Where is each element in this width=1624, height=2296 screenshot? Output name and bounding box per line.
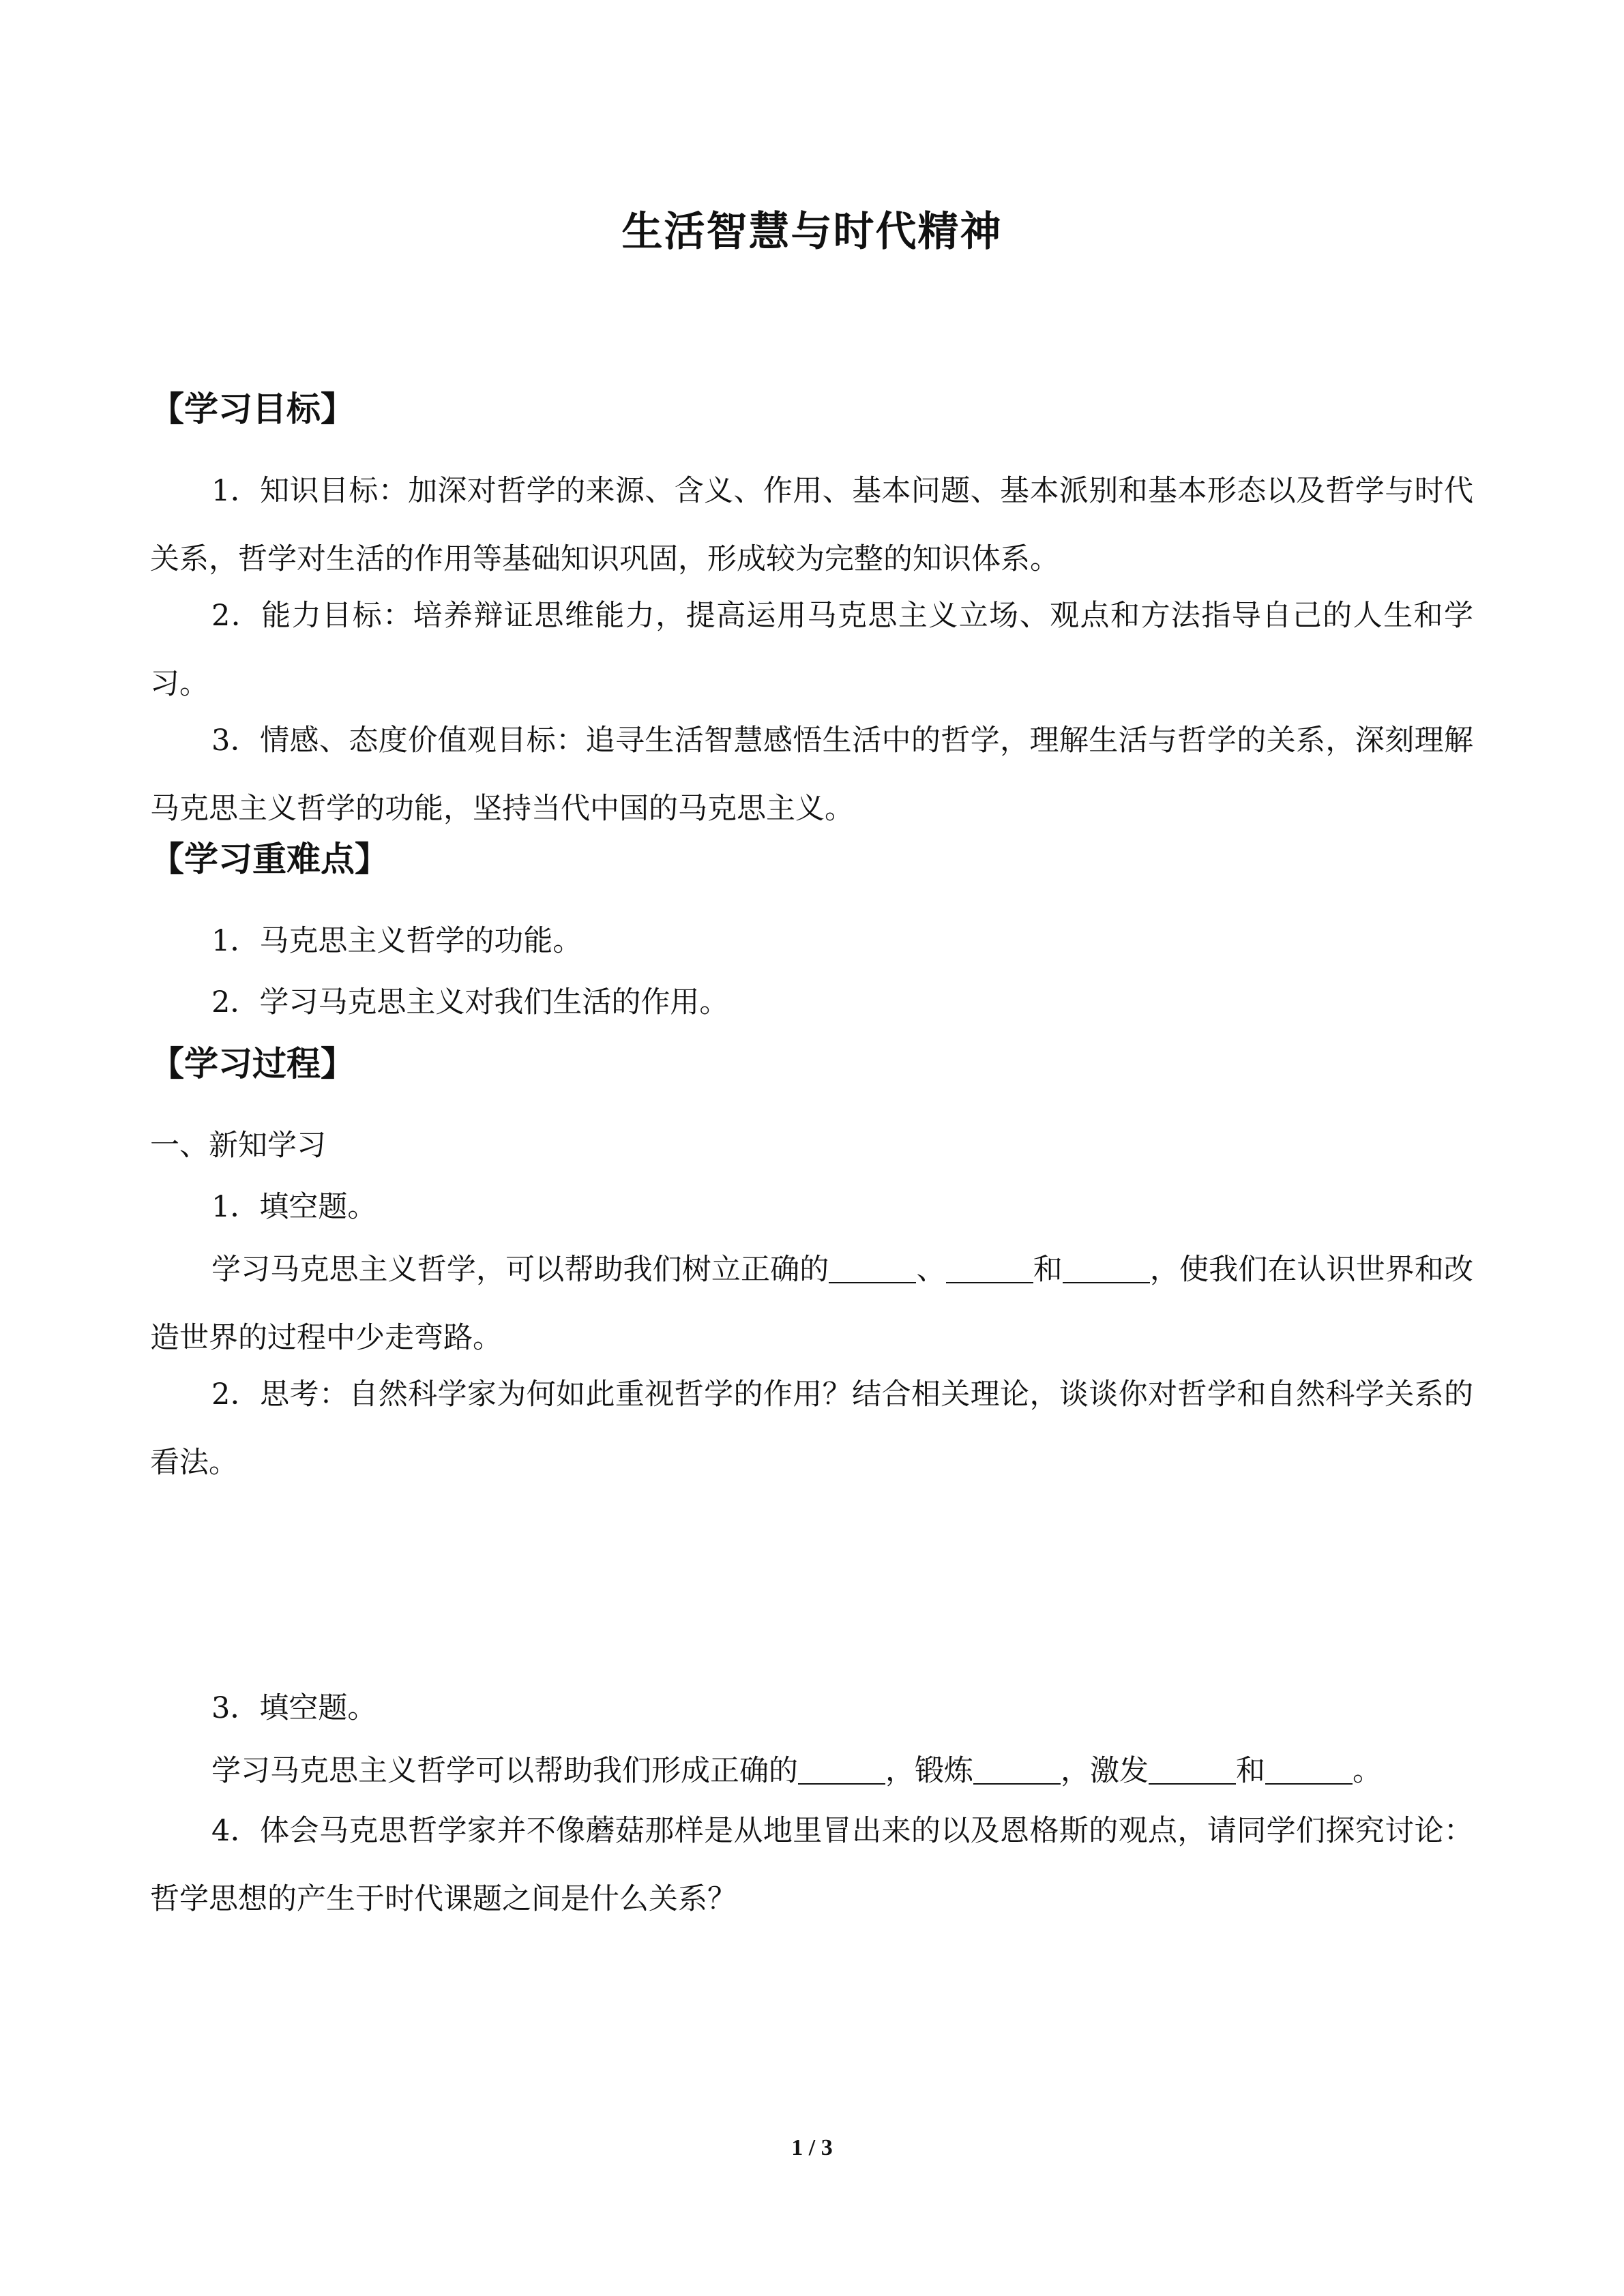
goal-item-attitude: 3．情感、态度价值观目标：追寻生活智慧感悟生活中的哲学，理解生活与哲学的关系，深刻理解马克思主义哲学的功能，坚持当代中国的马克思主义。 <box>150 724 1473 826</box>
question-3-fill-in <box>150 1737 1473 1805</box>
question-2: 2．思考：自然科学家为何如此重视哲学的作用？结合相关理论，谈谈你对哲学和自然科学关系的看法。 <box>150 1377 1473 1480</box>
subsection-heading-new-knowledge: 一、新知学习 <box>150 1129 326 1163</box>
question-4: 4．体会马克思哲学家并不像蘑菇那样是从地里冒出来的以及恩格斯的观点，请同学们探究讨论：哲学思想的产生于时代课题之间是什么关系？ <box>150 1814 1473 1916</box>
answer-blank[interactable] <box>1063 1252 1150 1283</box>
question-3-text: ，激发 <box>1061 1754 1149 1788</box>
answer-blank[interactable] <box>829 1252 916 1283</box>
question-1-text: 、 <box>916 1253 946 1287</box>
answer-blank[interactable] <box>946 1252 1033 1283</box>
question-1-text: 学习马克思主义哲学，可以帮助我们树立正确的 <box>211 1253 829 1287</box>
question-3-text: 和 <box>1236 1754 1265 1788</box>
answer-blank[interactable] <box>1265 1753 1353 1785</box>
key-point-item: 2．学习马克思主义对我们生活的作用。 <box>211 985 729 1019</box>
question-1-fill-in <box>150 1236 1473 1372</box>
question-3-text: ，锻炼 <box>885 1754 973 1788</box>
answer-blank[interactable] <box>973 1753 1061 1785</box>
section-heading-key-points: 【学习重难点】 <box>150 839 389 879</box>
answer-blank[interactable] <box>798 1753 885 1785</box>
goal-item-ability: 2．能力目标：培养辩证思维能力，提高运用马克思主义立场、观点和方法指导自己的人生和学习。 <box>150 599 1473 701</box>
question-1-text: 和 <box>1033 1253 1063 1287</box>
question-3-label: 3．填空题。 <box>211 1691 377 1725</box>
question-1-text: ，使我们在认识世界和改造世界的过程中少走弯路。 <box>150 1253 1474 1355</box>
page-title: 生活智慧与时代精神 <box>621 208 1003 256</box>
answer-blank[interactable] <box>1149 1753 1236 1785</box>
question-3-text: 学习马克思主义哲学可以帮助我们形成正确的 <box>211 1754 798 1788</box>
question-3-text: 。 <box>1353 1754 1382 1788</box>
goal-item-knowledge: 1．知识目标：加深对哲学的来源、含义、作用、基本问题、基本派别和基本形态以及哲学与时代关系，哲学对生活的作用等基础知识巩固，形成较为完整的知识体系。 <box>150 474 1473 576</box>
question-1-label: 1．填空题。 <box>211 1190 377 1224</box>
section-heading-goals: 【学习目标】 <box>150 389 355 429</box>
section-heading-process: 【学习过程】 <box>150 1044 355 1084</box>
key-point-item: 1．马克思主义哲学的功能。 <box>211 924 582 958</box>
page-number: 1 / 3 <box>791 2135 833 2160</box>
